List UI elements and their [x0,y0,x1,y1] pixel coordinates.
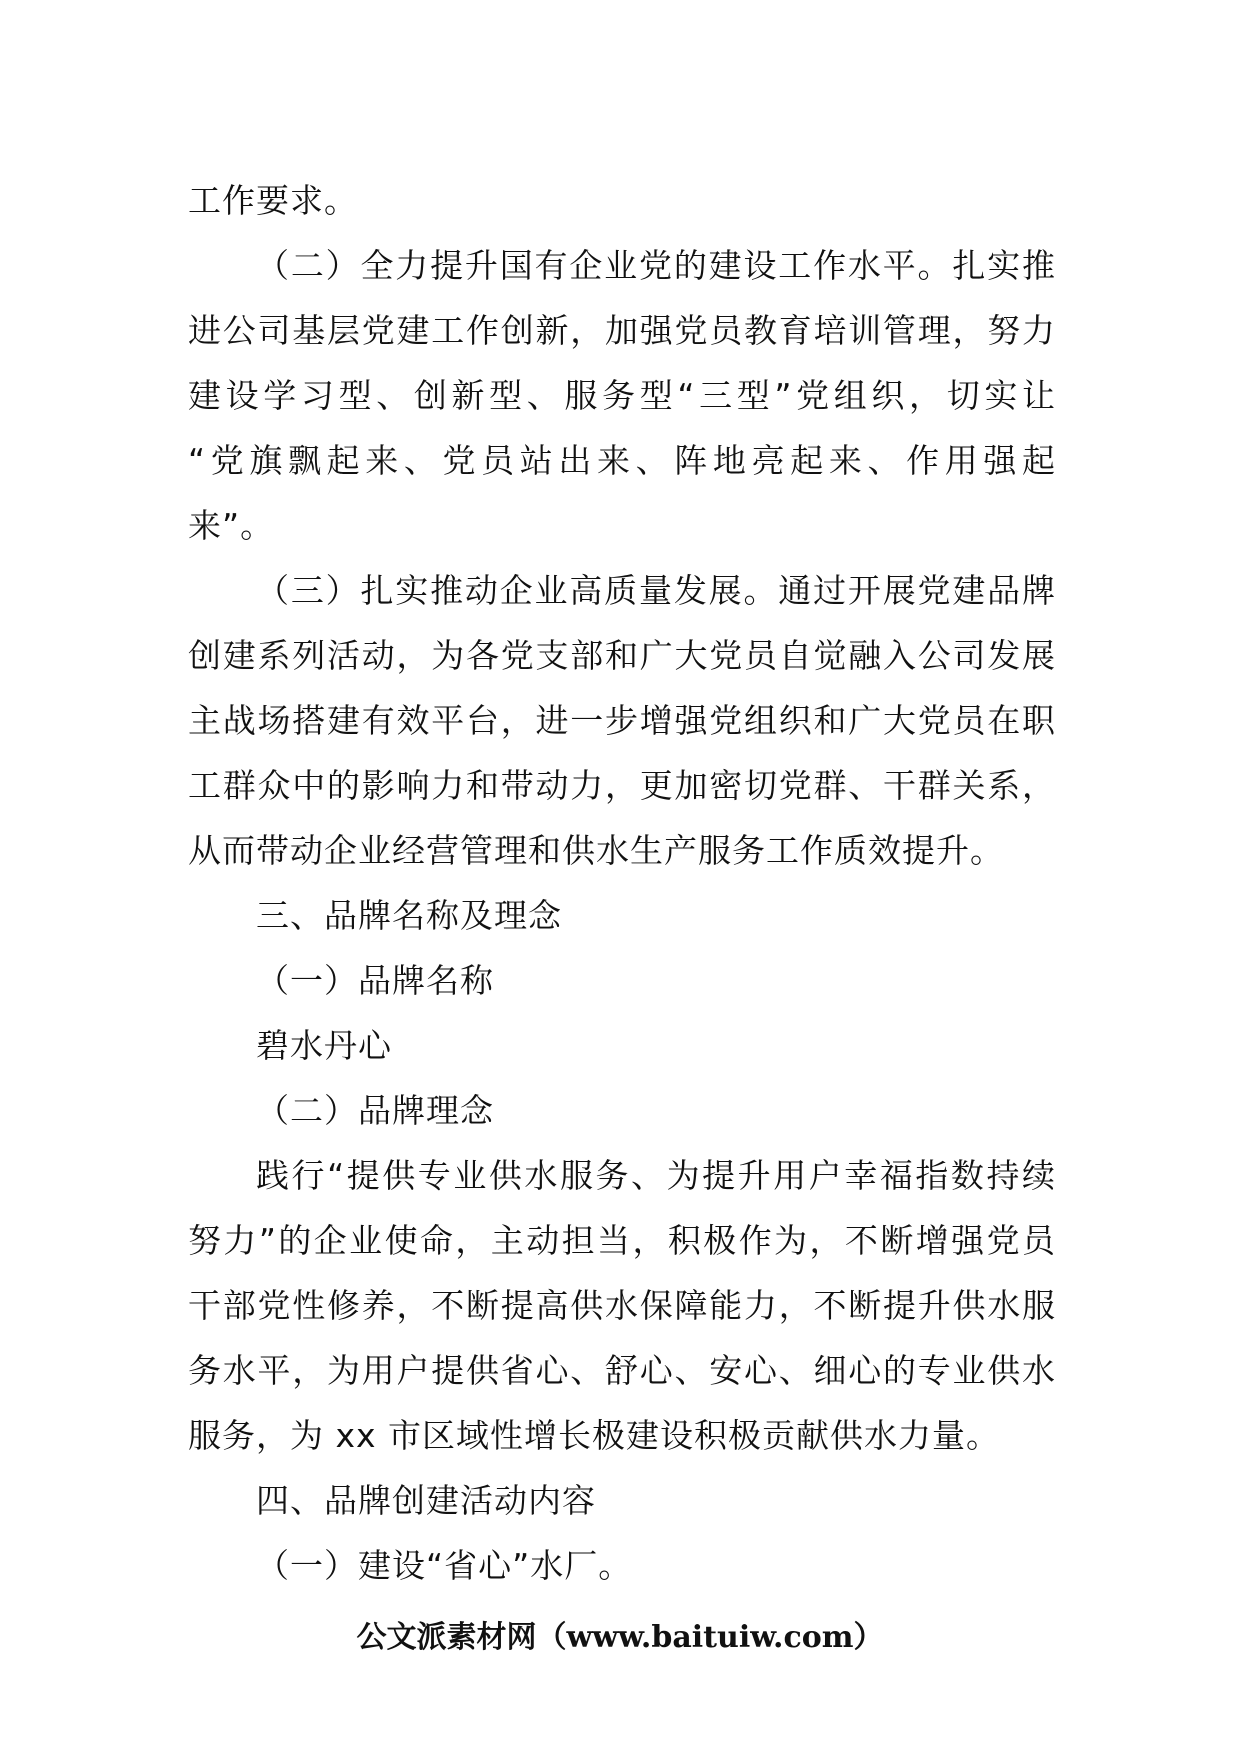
document-body [188,168,1056,1598]
paragraph-line: 从而带动企业经营管理和供水生产服务工作质效提升。 [188,831,1004,870]
paragraph-line: 服务，为 xx 市区域性增长极建设积极贡献供水力量。 [188,1416,1001,1455]
paragraph-line: 努力”的企业使命，主动担当，积极作为，不断增强党员 [188,1221,1056,1260]
paragraph-line: （二）品牌理念 [256,1091,494,1130]
paragraph-line: （一）品牌名称 [256,961,494,1000]
paragraph-line: “党旗飘起来、党员站出来、阵地亮起来、作用强起 [188,441,1056,480]
paragraph-line: （一）建设“省心”水厂。 [256,1546,633,1585]
paragraph-line: 进公司基层党建工作创新，加强党员教育培训管理，努力 [188,311,1056,350]
paragraph-line: 工作要求。 [188,181,358,220]
paragraph-line: 主战场搭建有效平台，进一步增强党组织和广大党员在职 [188,701,1056,740]
paragraph-line: （二）全力提升国有企业党的建设工作水平。扎实推 [256,246,1056,285]
paragraph-line: 四、品牌创建活动内容 [256,1481,596,1520]
footer-watermark: 公文派素材网（www.baituiw.com） [356,1620,884,1655]
paragraph-line: 碧水丹心 [256,1026,392,1065]
paragraph-line: 务水平，为用户提供省心、舒心、安心、细心的专业供水 [188,1351,1056,1390]
paragraph-line: 来”。 [188,506,275,545]
paragraph-line: 践行“提供专业供水服务、为提升用户幸福指数持续 [256,1156,1056,1195]
paragraph-line: 工群众中的影响力和带动力，更加密切党群、干群关系， [188,766,1056,805]
paragraph-line: 建设学习型、创新型、服务型“三型”党组织，切实让 [188,376,1056,415]
paragraph-line: 创建系列活动，为各党支部和广大党员自觉融入公司发展 [188,636,1056,675]
paragraph-line: （三）扎实推动企业高质量发展。通过开展党建品牌 [256,571,1056,610]
paragraph-line: 干部党性修养，不断提高供水保障能力，不断提升供水服 [188,1286,1056,1325]
paragraph-line: 三、品牌名称及理念 [256,896,562,935]
